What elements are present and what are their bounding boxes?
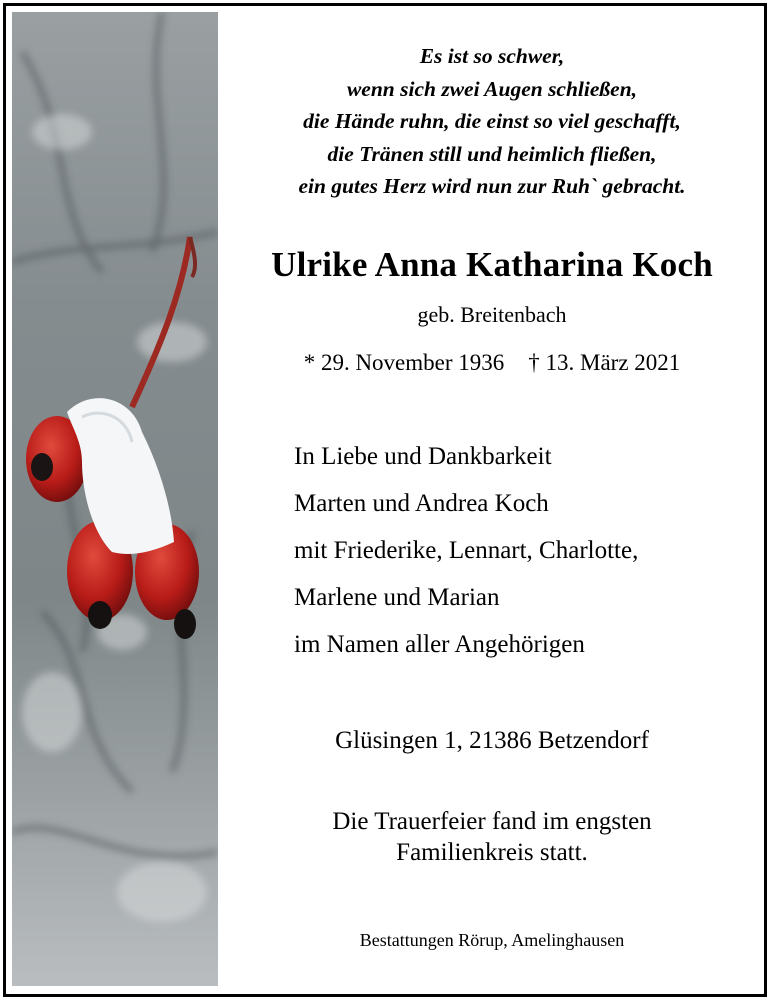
poem-line: die Hände ruhn, die einst so viel geschafft, xyxy=(303,109,681,133)
maiden-name: geb. Breitenbach xyxy=(417,302,567,327)
rosehip-photo xyxy=(12,12,218,986)
memorial-poem xyxy=(222,40,762,203)
mourners-line: mit Friederike, Lennart, Charlotte, xyxy=(294,537,639,564)
service-line: Die Trauerfeier fand im engsten xyxy=(332,808,652,835)
mourners-line: im Namen aller Angehörigen xyxy=(294,631,585,658)
deceased-name: Ulrike Anna Katharina Koch xyxy=(271,245,713,284)
cross-icon: † xyxy=(528,350,540,375)
funeral-service-note xyxy=(222,806,762,868)
undertaker-name: Bestattungen Rörup, Amelinghausen xyxy=(359,930,625,950)
poem-line: ein gutes Herz wird nun zur Ruh` gebracht. xyxy=(298,174,686,198)
mourners-list xyxy=(294,433,638,668)
mourners-line: In Liebe und Dankbarkeit xyxy=(294,443,552,470)
family-address: Glüsingen 1, 21386 Betzendorf xyxy=(335,727,649,754)
poem-line: die Tränen still und heimlich fließen, xyxy=(327,141,657,166)
birth-date: * 29. November 1936 xyxy=(303,350,505,375)
death-date: 13. März 2021 xyxy=(545,350,681,375)
poem-line: Es ist so schwer, xyxy=(419,44,565,68)
service-line: Familienkreis statt. xyxy=(396,839,588,866)
life-dates xyxy=(222,350,762,376)
poem-line: wenn sich zwei Augen schließen, xyxy=(346,76,638,101)
mourners-line: Marten und Andrea Koch xyxy=(294,490,549,517)
mourners-line: Marlene und Marian xyxy=(294,584,500,611)
